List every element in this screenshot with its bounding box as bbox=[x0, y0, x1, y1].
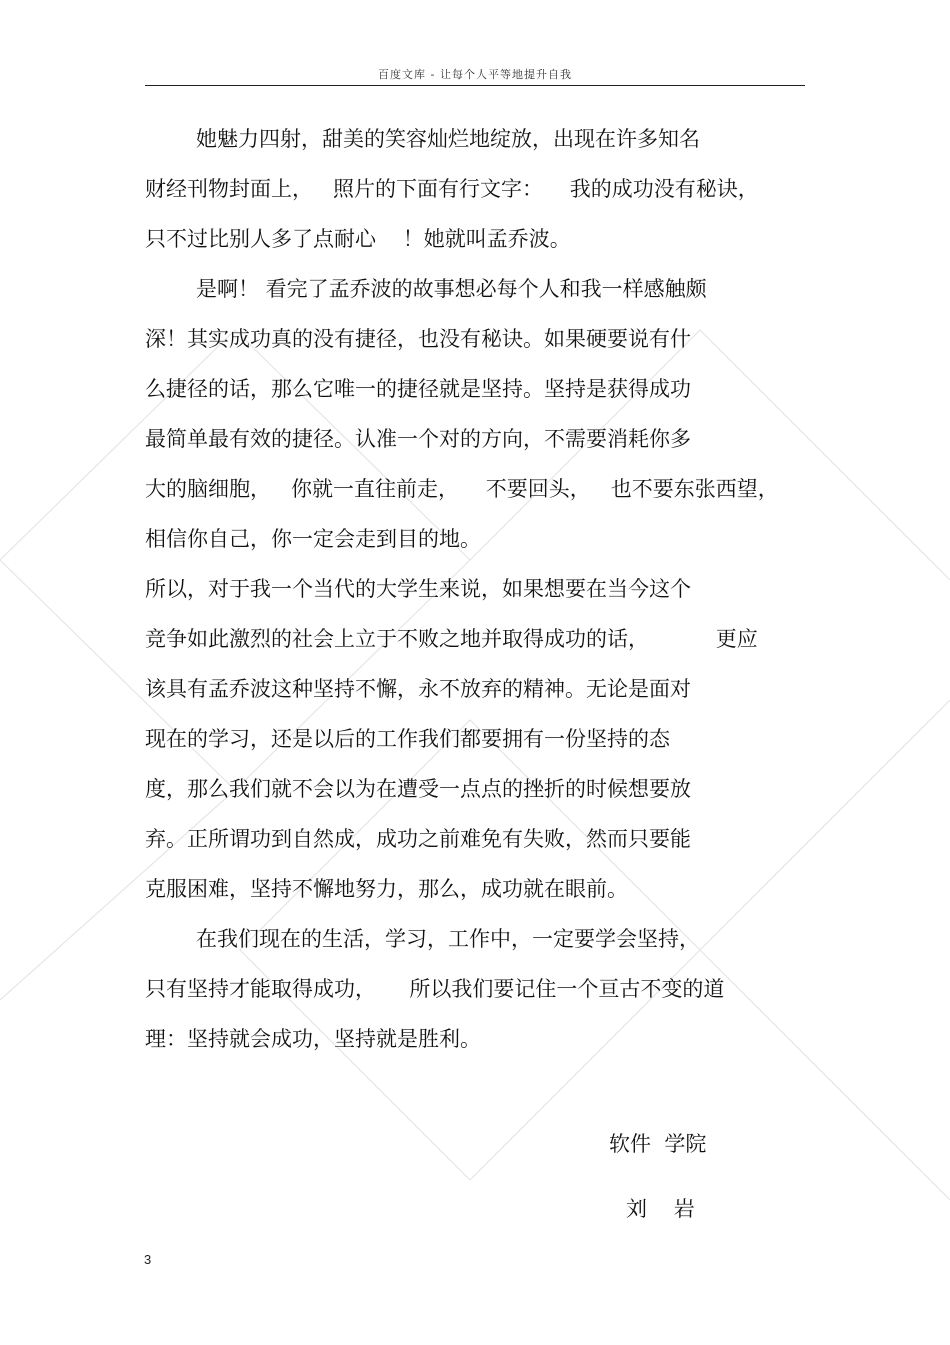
body-line: 该具有孟乔波这种坚持不懈，永不放弃的精神。无论是面对 bbox=[145, 677, 691, 701]
body-line: 相信你自己，你一定会走到目的地。 bbox=[145, 527, 481, 551]
body-line: 只有坚持才能取得成功， 所以我们要记住一个亘古不变的道 bbox=[145, 977, 725, 1001]
body-line: 所以，对于我一个当代的大学生来说，如果想要在当今这个 bbox=[145, 577, 691, 601]
body-line: 只不过比别人多了点耐心 ！她就叫孟乔波。 bbox=[145, 227, 571, 251]
body-line: 最简单最有效的捷径。认准一个对的方向，不需要消耗你多 bbox=[145, 427, 691, 451]
body-line: 弃。正所谓功到自然成，成功之前难免有失败，然而只要能 bbox=[145, 827, 691, 851]
body-line: 在我们现在的生活，学习，工作中，一定要学会坚持， bbox=[196, 927, 700, 951]
page-header: 百度文库 - 让每个人平等地提升自我 bbox=[378, 68, 572, 81]
body-line: 财经刊物封面上， 照片的下面有行文字： 我的成功没有秘诀， bbox=[145, 177, 759, 201]
body-line: 竞争如此激烈的社会上立于不败之地并取得成功的话， 更应 bbox=[145, 627, 758, 651]
body-line: 她魅力四射，甜美的笑容灿烂地绽放，出现在许多知名 bbox=[196, 127, 700, 151]
page-number: 3 bbox=[144, 1252, 152, 1267]
body-line: 理：坚持就会成功，坚持就是胜利。 bbox=[145, 1027, 481, 1051]
body-line: 深！其实成功真的没有捷径，也没有秘诀。如果硬要说有什 bbox=[145, 327, 691, 351]
signature-school: 软件 学院 bbox=[609, 1132, 707, 1156]
body-line: 现在的学习，还是以后的工作我们都要拥有一份坚持的态 bbox=[145, 727, 670, 751]
body-line: 克服困难，坚持不懈地努力，那么，成功就在眼前。 bbox=[145, 877, 628, 901]
body-line: 度，那么我们就不会以为在遭受一点点的挫折的时候想要放 bbox=[145, 777, 691, 801]
body-line: 么捷径的话，那么它唯一的捷径就是坚持。坚持是获得成功 bbox=[145, 377, 691, 401]
header-divider bbox=[145, 85, 805, 86]
signature-name: 刘 岩 bbox=[626, 1197, 695, 1221]
body-line: 大的脑细胞， 你就一直往前走， 不要回头， 也不要东张西望， bbox=[145, 477, 779, 501]
body-line: 是啊！ 看完了孟乔波的故事想必每个人和我一样感触颇 bbox=[196, 277, 707, 301]
